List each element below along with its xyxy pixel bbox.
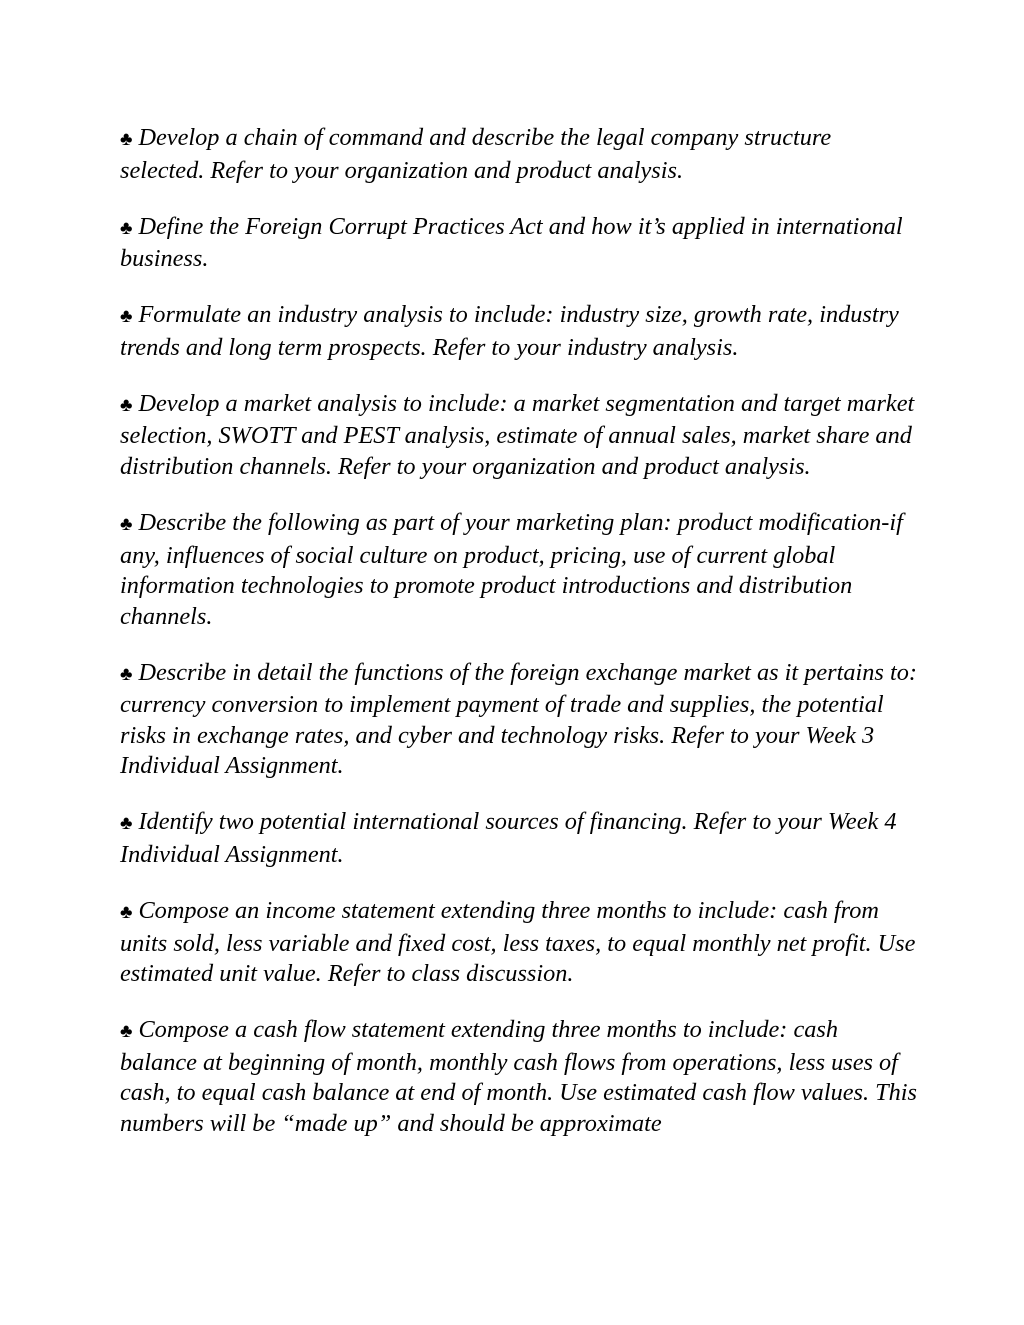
club-bullet-icon: ♣	[120, 129, 133, 150]
club-bullet-icon: ♣	[120, 513, 133, 535]
list-item	[120, 1015, 920, 1139]
assignment-requirements-list	[120, 123, 920, 1165]
list-item-text: Compose an income statement extending three months to include: cash from units sold, less variable and fixed cost, less taxes, to equal monthly net profit. Use estimated unit value. Refer to class discussion.	[120, 897, 916, 988]
club-bullet-icon: ♣	[120, 306, 133, 328]
list-item-text: Describe in detail the functions of the foreign exchange market as it pertains to: currency conversion to implement payment of trade and supplies, the potential risks in exchange rates, and cyber and technology risks. Refer to your Week 3 Individual Assignment.	[120, 658, 917, 780]
list-item-text: Formulate an industry analysis to include: industry size, growth rate, industry trends and long term prospects. Refer to your industry analysis.	[120, 301, 899, 361]
club-bullet-icon: ♣	[120, 394, 133, 416]
list-item-text: Define the Foreign Corrupt Practices Act and how it’s applied in international business.	[120, 212, 903, 273]
list-item-text: Develop a market analysis to include: a market segmentation and target market selection, SWOTT and PEST analysis, estimate of annual sales, market share and distribution channels. Refer to your organization and product analysis.	[120, 389, 915, 480]
list-item	[120, 807, 920, 870]
list-item-text: Describe the following as part of your marketing plan: product modification-if any, influences of social culture on product, pricing, use of current global information technologies to promote product introductions and distribution channels.	[120, 508, 903, 630]
list-item	[120, 508, 920, 632]
list-item-text: Compose a cash flow statement extending three months to include: cash balance at beginning of month, monthly cash flows from operations, less uses of cash, to equal cash balance at end of month. Use estimated cash flow values. This numbers will be “made up” and should be approximate	[120, 1016, 917, 1137]
club-bullet-icon: ♣	[120, 813, 133, 835]
list-item-text: Develop a chain of command and describe the legal company structure selected. Refer to your organization and product analysis.	[120, 124, 832, 184]
list-item	[120, 212, 920, 275]
club-bullet-icon: ♣	[120, 217, 133, 239]
club-bullet-icon: ♣	[120, 902, 133, 924]
list-item	[120, 123, 920, 186]
club-bullet-icon: ♣	[120, 1021, 133, 1043]
list-item-text: Identify two potential international sources of financing. Refer to your Week 4 Individual Assignment.	[120, 808, 897, 869]
list-item	[120, 896, 920, 990]
list-item	[120, 300, 920, 363]
club-bullet-icon: ♣	[120, 663, 133, 685]
list-item	[120, 658, 920, 782]
list-item	[120, 389, 920, 483]
